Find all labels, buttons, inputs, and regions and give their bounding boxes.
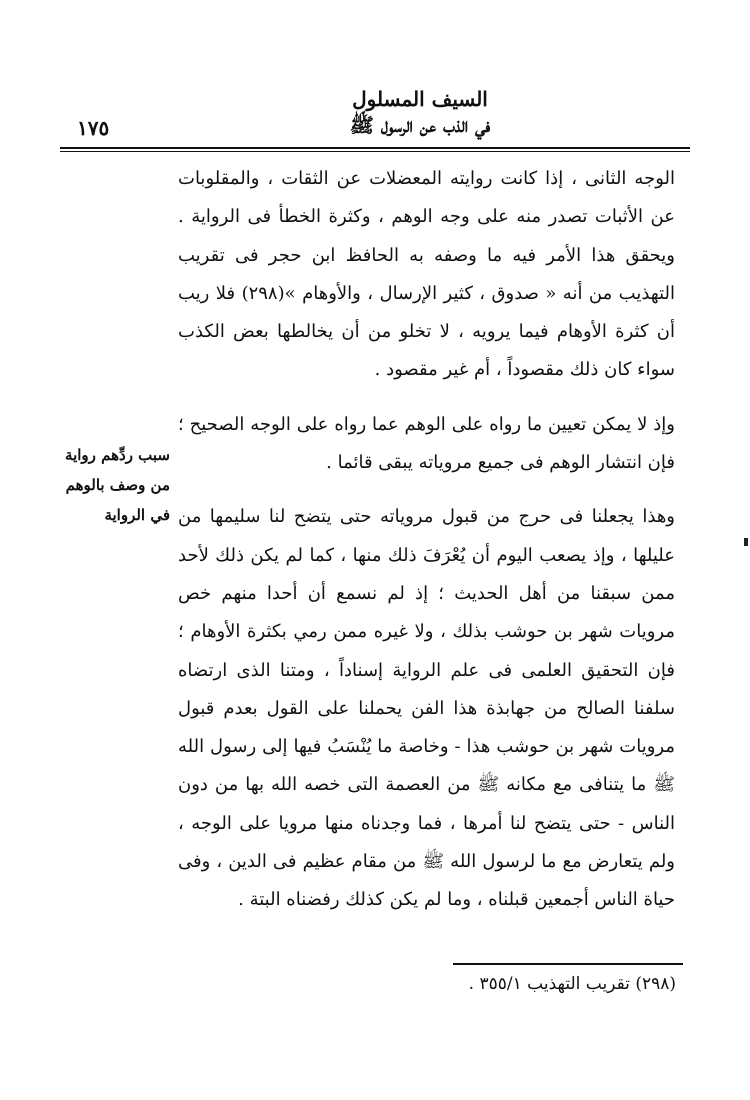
running-header-title bbox=[290, 86, 550, 138]
paragraph-2: وإذ لا يمكن تعيين ما رواه على الوهم عما رواه على الوجه الصحيح ؛ فإن انتشار الوهم فى جميع مروياته يبقى قائما . bbox=[178, 413, 675, 474]
header-title-line-2: في الذب عن الرسول ﷺ bbox=[349, 113, 491, 137]
paragraph-3: وهذا يجعلنا فى حرج من قبول مروياته حتى يتضح لنا سليمها من عليلها ، وإذ يصعب اليوم أن يُعْرَفَ ذلك منها ، كما لم يكن ذلك لأحد ممن سبقنا من أهل الحديث ؛ إذ لم نسمع أن أحدا منهم خص مرويات شهر بن حوشب بذلك ، ولا غيره ممن رمي بكثرة الأوهام ؛ فإن التحقيق العلمى فى علم الرواية إسناداً ، ومتنا الذى ارتضاه سلفنا الصالح من جهابذة هذا الفن يحملنا على القول بعدم قبول مرويات شهر بن حوشب هذا - وخاصة ما يُنْسَبُ فيها إلى رسول الله ﷺ ما يتنافى مع مكانه ﷺ من العصمة التى خصه الله بها من دون الناس - حتى يتضح لنا أمرها ، فما وجدناه منها مرويا على الوجه ، ولم يتعارض مع ما لرسول الله ﷺ من مقام عظيم فى الدين ، وفى حياة الناس أجمعين قبلناه ، وما لم يكن كذلك رفضناه البتة . bbox=[178, 506, 675, 911]
header-rule-thin bbox=[60, 151, 690, 152]
margin-note-line-2: من وصف بالوهم bbox=[65, 476, 170, 494]
paragraph-1: الوجه الثانى ، إذا كانت روايته المعضلات عن الثقات ، والمقلوبات عن الأثبات تصدر منه على وجه الوهم ، وكثرة الخطأ فى الرواية . ويحقق هذا الأمر فيه ما وصفه به الحافظ ابن حجر فى تقريب التهذيب من أنه « صدوق ، كثير الإرسال ، والأوهام »(٢٩٨) فلا ريب أن كثرة الأوهام فيما يرويه ، لا تخلو من أن يخالطها بعض الكذب سواء كان ذلك مقصوداً ، أم غير مقصود . bbox=[178, 168, 675, 381]
main-text bbox=[178, 160, 675, 920]
footnote: (٢٩٨) تقريب التهذيب ٣٥٥/١ . bbox=[468, 974, 676, 994]
header-title-line-1: السيف المسلول bbox=[352, 87, 488, 111]
margin-note-line-1: سبب ردِّهم رواية bbox=[65, 446, 170, 464]
margin-note bbox=[45, 440, 170, 530]
page-number: ١٧٥ bbox=[77, 116, 110, 140]
header-rule bbox=[60, 147, 690, 149]
footnote-rule bbox=[453, 963, 683, 965]
scan-edge-mark bbox=[744, 538, 748, 546]
margin-note-line-3: في الرواية bbox=[104, 506, 170, 524]
